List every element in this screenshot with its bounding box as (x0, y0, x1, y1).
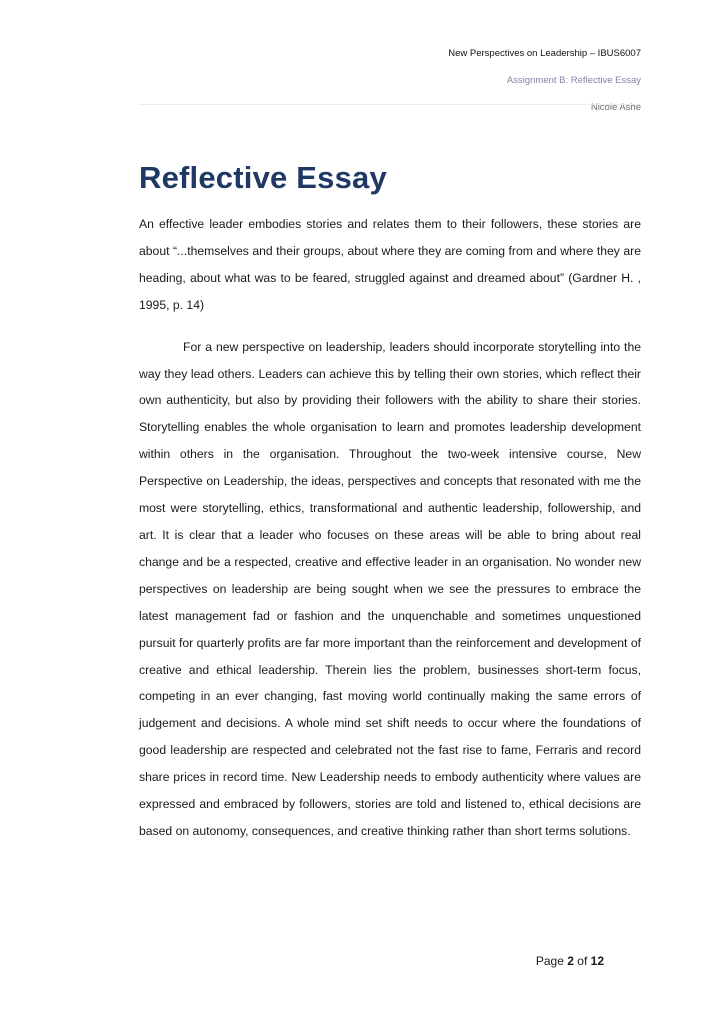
footer-page-number: 2 (567, 954, 574, 968)
paragraph-main: For a new perspective on leadership, leaders should incorporate storytelling into the way they lead others. Leaders can achieve this by telling their own stories, which reflect their own authenticity, but also by providing their followers with the ability to share their stories. Storytelling enables the whole organisation to learn and promotes leadership development within others in the organisation. Throughout the two-week intensive course, New Perspective on Leadership, the ideas, perspectives and concepts that resonated with me the most were storytelling, ethics, transformational and authentic leadership, followership, and art. It is clear that a leader who focuses on these areas will be able to bring about real change and be a respected, creative and effective leader in an organisation. No wonder new perspectives on leadership are being sought when we see the pressures to embrace the latest management fad or fashion and the unquenchable and sometimes unquestioned pursuit for quarterly profits are far more important than the reinforcement and development of creative and ethical leadership. Therein lies the problem, businesses short-term focus, competing in an ever changing, fast moving world continually making the same errors of judgement and decisions. A whole mind set shift needs to occur where the foundations of good leadership are respected and celebrated not the fast rise to fame, Ferraris and record share prices in record time. New Leadership needs to embody authenticity where values are expressed and embraced by followers, stories are told and listened to, ethical decisions are based on autonomy, consequences, and creative thinking rather than short terms solutions. (139, 339, 641, 838)
footer-page-total: 12 (590, 954, 604, 968)
header-divider (139, 104, 641, 105)
header-course: New Perspectives on Leadership – IBUS6007 (448, 48, 641, 59)
page-footer (480, 954, 604, 968)
page-title: Reflective Essay (139, 160, 387, 195)
paragraph-intro: An effective leader embodies stories and relates them to their followers, these stories are about “...themselves and their groups, about where they are coming from and where they are heading, about what was to be feared, struggled against and dreamed about” (Gardner H. , 1995, p. 14) (139, 217, 641, 312)
footer-page-word: Page (535, 954, 564, 968)
header-assignment: Assignment B: Reflective Essay (506, 75, 641, 86)
essay-body (139, 211, 641, 860)
header-author: Nicole Ashe (590, 102, 641, 113)
page-header (139, 40, 641, 121)
footer-of-word: of (577, 954, 588, 968)
